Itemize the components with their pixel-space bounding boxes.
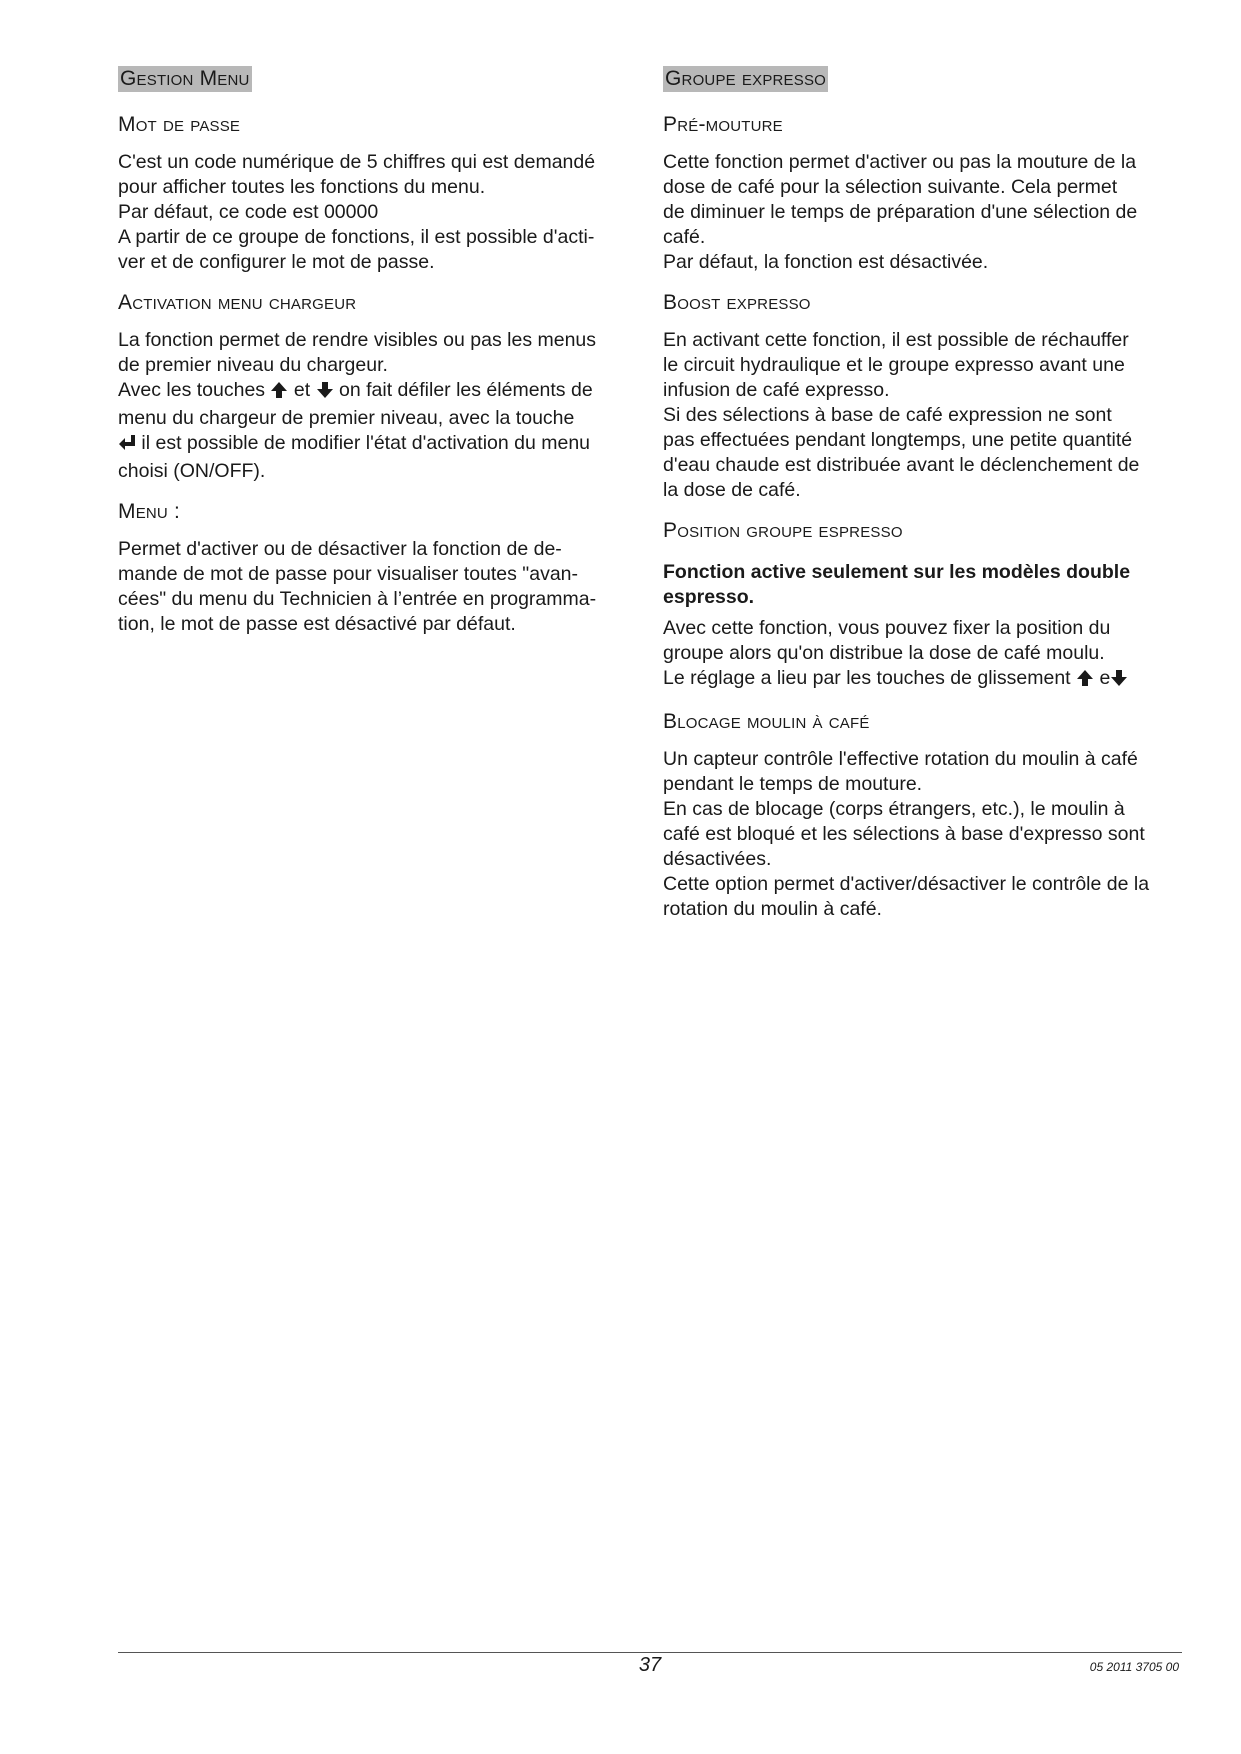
text-fragment: Le réglage a lieu par les touches de glissement — [663, 667, 1071, 689]
text-line: Avec cette fonction, vous pouvez fixer la position du — [663, 617, 1111, 639]
subtitle-menu: Menu : — [118, 500, 181, 523]
section-title-gestion-menu: Gestion Menu — [120, 67, 250, 90]
paragraph-position-groupe — [663, 616, 1183, 694]
text-line: rotation du moulin à café. — [663, 898, 882, 920]
text-line: tion, le mot de passe est désactivé par défaut. — [118, 613, 516, 635]
arrow-down-icon — [316, 381, 334, 406]
text-line: Cette fonction permet d'activer ou pas la mouture de la — [663, 151, 1137, 173]
text-line: Fonction active seulement sur les modèles double — [663, 561, 1131, 583]
subtitle-mot-de-passe: Mot de passe — [118, 113, 241, 136]
text-line: café est bloqué et les sélections à base d'expresso sont — [663, 823, 1145, 845]
text-line: groupe alors qu'on distribue la dose de café moulu. — [663, 642, 1105, 664]
paragraph-menu — [118, 537, 630, 637]
text-line: cées" du menu du Technicien à l’entrée en programma- — [118, 588, 597, 610]
text-fragment: Avec les touches — [118, 379, 266, 401]
text-fragment: et — [293, 379, 311, 401]
text-line: En activant cette fonction, il est possible de réchauffer — [663, 329, 1129, 351]
text-line-with-icons — [118, 378, 630, 406]
page-number: 37 — [638, 1654, 662, 1676]
text-fragment: e — [1099, 667, 1111, 689]
paragraph-mot-de-passe — [118, 150, 630, 275]
subtitle-pre-mouture: Pré-mouture — [663, 113, 783, 136]
arrow-up-icon — [1076, 669, 1094, 694]
text-line: Par défaut, la fonction est désactivée. — [663, 251, 989, 273]
text-line: la dose de café. — [663, 479, 801, 501]
text-line: infusion de café expresso. — [663, 379, 890, 401]
text-line: dose de café pour la sélection suivante. Cela permet — [663, 176, 1118, 198]
text-line-with-icons — [663, 666, 1183, 694]
text-line: de diminuer le temps de préparation d'une sélection de — [663, 201, 1138, 223]
text-line: Si des sélections à base de café expression ne sont — [663, 404, 1112, 426]
text-line-with-icon — [118, 431, 630, 459]
text-line: désactivées. — [663, 848, 772, 870]
text-line: Par défaut, ce code est 00000 — [118, 201, 379, 223]
text-line: Permet d'activer ou de désactiver la fonction de de- — [118, 538, 562, 560]
text-line: choisi (ON/OFF). — [118, 460, 266, 482]
text-line: Cette option permet d'activer/désactiver le contrôle de la — [663, 873, 1150, 895]
text-line: café. — [663, 226, 706, 248]
arrow-down-icon — [1110, 669, 1128, 694]
section-title-groupe-expresso: Groupe expresso — [665, 67, 827, 90]
text-fragment: il est possible de modifier l'état d'activation du menu — [141, 432, 591, 454]
text-fragment: on fait défiler les éléments de — [339, 379, 593, 401]
text-line: d'eau chaude est distribuée avant le déclenchement de — [663, 454, 1140, 476]
text-line: Un capteur contrôle l'effective rotation du moulin à café — [663, 748, 1138, 770]
text-line: espresso. — [663, 586, 755, 608]
text-line: le circuit hydraulique et le groupe expresso avant une — [663, 354, 1125, 376]
arrow-up-icon — [270, 381, 288, 406]
text-line: pas effectuées pendant longtemps, une petite quantité — [663, 429, 1133, 451]
text-line: A partir de ce groupe de fonctions, il est possible d'acti- — [118, 226, 595, 248]
document-reference: 05 2011 3705 00 — [1089, 1660, 1179, 1674]
right-column — [663, 66, 1183, 937]
text-line: ver et de configurer le mot de passe. — [118, 251, 435, 273]
bold-note-double-espresso — [663, 560, 1183, 610]
paragraph-activation-menu-chargeur — [118, 328, 630, 484]
left-column — [118, 66, 630, 652]
paragraph-blocage-moulin — [663, 747, 1183, 922]
text-line: C'est un code numérique de 5 chiffres qui est demandé — [118, 151, 596, 173]
subtitle-blocage-moulin: Blocage moulin à café — [663, 710, 870, 733]
paragraph-boost-expresso — [663, 328, 1183, 503]
text-line: pendant le temps de mouture. — [663, 773, 923, 795]
text-line: menu du chargeur de premier niveau, avec la touche — [118, 407, 575, 429]
subtitle-position-groupe-espresso: Position groupe espresso — [663, 519, 903, 542]
text-line: mande de mot de passe pour visualiser toutes "avan- — [118, 563, 579, 585]
subtitle-activation-menu-chargeur: Activation menu chargeur — [118, 291, 357, 314]
text-line: pour afficher toutes les fonctions du menu. — [118, 176, 486, 198]
subtitle-boost-expresso: Boost expresso — [663, 291, 811, 314]
text-line: de premier niveau du chargeur. — [118, 354, 388, 376]
text-line: La fonction permet de rendre visibles ou pas les menus — [118, 329, 597, 351]
text-line: En cas de blocage (corps étrangers, etc.), le moulin à — [663, 798, 1125, 820]
enter-return-icon — [118, 434, 136, 459]
paragraph-pre-mouture — [663, 150, 1183, 275]
